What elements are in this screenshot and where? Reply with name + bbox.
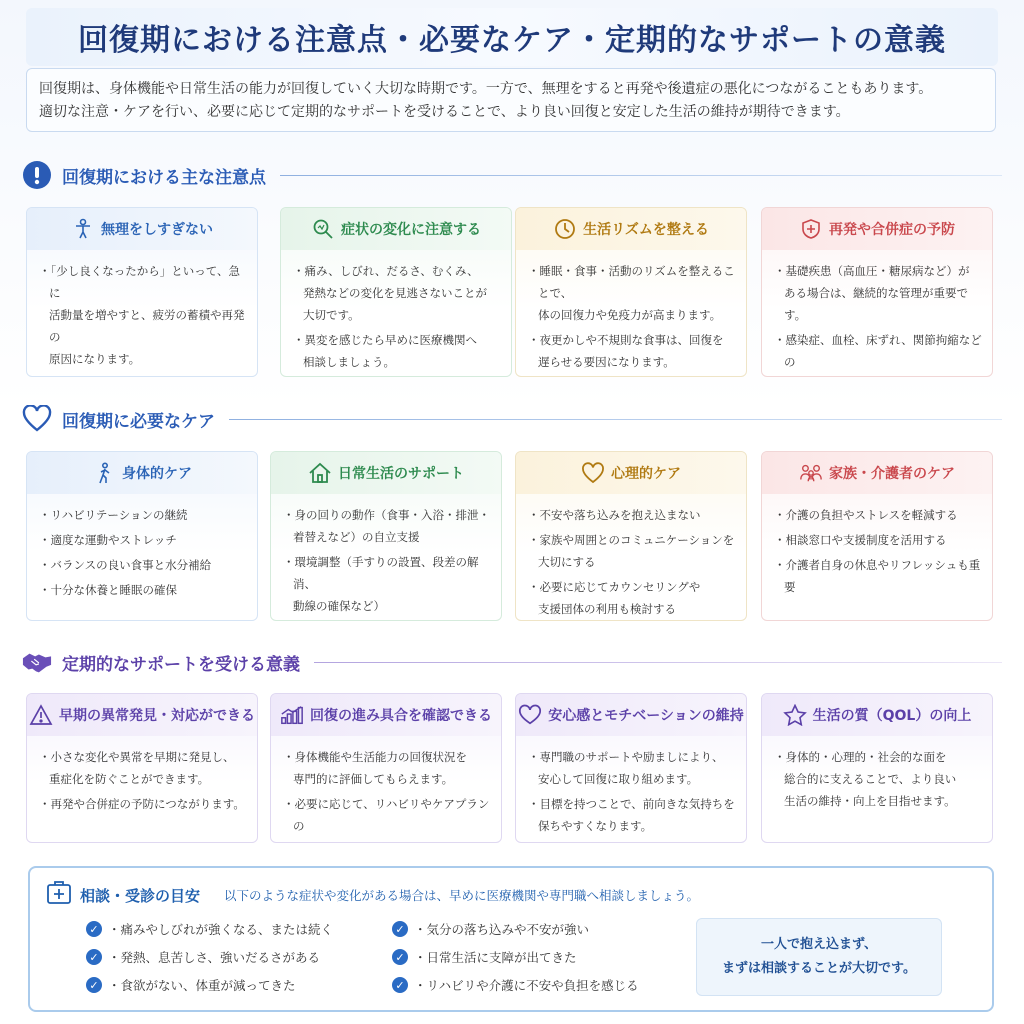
card-title: 無理をしすぎない xyxy=(101,222,213,238)
card-title: 日常生活のサポート xyxy=(338,466,464,482)
checklist-item xyxy=(392,976,639,994)
card-list xyxy=(27,250,257,377)
list-item: ・ 睡眠・食事・活動のリズムを整えることで、 体の回復力や免疫力が高まります。 xyxy=(528,260,736,326)
bar-chart-icon xyxy=(280,703,304,727)
list-item: ・ 介護者自身の休息やリフレッシュも重要 xyxy=(774,554,982,598)
section-divider xyxy=(314,662,1002,663)
list-item: ・ 適度な運動やストレッチ xyxy=(39,529,247,551)
warning-icon xyxy=(29,703,53,727)
checklist-item xyxy=(86,948,320,966)
card-list xyxy=(762,736,992,823)
section-cautions-heading xyxy=(22,160,1002,190)
consultation-box xyxy=(28,866,994,1012)
list-item: ・ 介護の負担やストレスを軽減する xyxy=(774,504,982,526)
section-title: 回復期に必要なケア xyxy=(62,411,215,432)
title-banner xyxy=(26,8,998,66)
list-item: ・ リハビリテーションの継続 xyxy=(39,504,247,526)
heart-icon xyxy=(581,461,605,485)
care-card-family xyxy=(761,451,993,621)
card-list xyxy=(762,494,992,609)
caution-card-symptoms xyxy=(280,207,512,377)
magnifier-icon xyxy=(311,217,335,241)
list-item: ・ 家族や周囲とのコミュニケーションを 大切にする xyxy=(528,529,736,573)
checklist-item xyxy=(86,920,333,938)
card-list xyxy=(516,494,746,621)
walking-person-icon xyxy=(92,461,116,485)
check-icon: ✓ xyxy=(86,921,102,937)
list-item: ・ 不安や落ち込みを抱え込まない xyxy=(528,504,736,526)
checklist-text: ・痛みやしびれが強くなる、または続く xyxy=(108,922,334,937)
card-title: 生活リズムを整える xyxy=(583,222,709,238)
consultation-title: 相談・受診の目安 xyxy=(80,886,201,905)
card-list xyxy=(762,250,992,377)
section-title: 回復期における主な注意点 xyxy=(62,167,266,188)
section-title: 定期的なサポートを受ける意義 xyxy=(62,654,300,675)
support-card-progress xyxy=(270,693,502,843)
list-item: ・ 痛み、しびれ、だるさ、むくみ、 発熱などの変化を見逃さないことが 大切です。 xyxy=(293,260,501,326)
card-list xyxy=(516,250,746,377)
support-card-qol xyxy=(761,693,993,843)
care-card-psychological xyxy=(515,451,747,621)
caution-card-rhythm xyxy=(515,207,747,377)
card-list xyxy=(27,494,257,612)
list-item: ・ 十分な休養と睡眠の確保 xyxy=(39,579,247,601)
check-icon: ✓ xyxy=(392,949,408,965)
check-icon: ✓ xyxy=(86,977,102,993)
caution-card-overexertion xyxy=(26,207,258,377)
consultation-note: 以下のような症状や変化がある場合は、早めに医療機関や専門職へ相談しましょう。 xyxy=(224,888,700,903)
shield-cross-icon xyxy=(799,217,823,241)
intro-line-1: 回復期は、身体機能や日常生活の能力が回復していく大切な時期です。一方で、無理をすると再発や後遺症の悪化につながることもあります。 xyxy=(39,81,933,97)
list-item: ・ 感染症、血栓、床ずれ、関節拘縮などの xyxy=(774,329,982,377)
card-header xyxy=(27,452,257,494)
card-title: 身体的ケア xyxy=(122,466,192,482)
page-title: 回復期における注意点・必要なケア・定期的なサポートの意義 xyxy=(78,23,946,58)
card-header xyxy=(27,694,257,736)
medical-plus-icon xyxy=(46,880,72,910)
list-item: ・ 専門職のサポートや励ましにより、 安心して回復に取り組めます。 xyxy=(528,746,736,790)
list-item: ・ 相談窓口や支援制度を活用する xyxy=(774,529,982,551)
list-item: ・ 環境調整（手すりの設置、段差の解消、 動線の確保など） xyxy=(283,551,491,617)
checklist-item xyxy=(392,920,589,938)
checklist-text: ・発熱、息苦しさ、強いだるさがある xyxy=(108,950,321,965)
consultation-header xyxy=(46,880,699,910)
message-line-2: まずは相談することが大切です。 xyxy=(722,961,916,976)
card-title: 生活の質（QOL）の向上 xyxy=(812,708,972,724)
checklist-text: ・食欲がない、体重が減ってきた xyxy=(108,978,296,993)
card-header xyxy=(271,694,501,736)
card-list xyxy=(271,736,501,843)
list-item xyxy=(39,373,247,377)
encouragement-message xyxy=(696,918,942,996)
check-icon: ✓ xyxy=(86,949,102,965)
handshake-icon xyxy=(22,647,52,677)
checklist-text: ・日常生活に支障が出てきた xyxy=(414,950,577,965)
exclamation-icon xyxy=(22,160,52,190)
card-header xyxy=(762,452,992,494)
care-card-physical xyxy=(26,451,258,621)
check-icon: ✓ xyxy=(392,977,408,993)
card-title: 回復の進み具合を確認できる xyxy=(310,708,492,724)
section-divider xyxy=(280,175,1002,176)
care-card-daily-life xyxy=(270,451,502,621)
checklist-text: ・気分の落ち込みや不安が強い xyxy=(414,922,590,937)
person-icon xyxy=(71,217,95,241)
card-header xyxy=(516,694,746,736)
check-icon: ✓ xyxy=(392,921,408,937)
list-item: ・ 基礎疾患（高血圧・糖尿病など）が ある場合は、継続的な管理が重要です。 xyxy=(774,260,982,326)
intro-line-2: 適切な注意・ケアを行い、必要に応じて定期的なサポートを受けることで、より良い回復と安定した生活の維持が期待できます。 xyxy=(39,104,850,120)
list-item: ・ 身体機能や生活能力の回復状況を 専門的に評価してもらえます。 xyxy=(283,746,491,790)
family-icon xyxy=(799,461,823,485)
list-item: ・ 身の回りの動作（食事・入浴・排泄・ 着替えなど）の自立支援 xyxy=(283,504,491,548)
card-title: 安心感とモチベーションの維持 xyxy=(548,708,744,724)
house-icon xyxy=(308,461,332,485)
section-divider xyxy=(229,419,1002,420)
card-header xyxy=(271,452,501,494)
list-item: ・ 目標を持つことで、前向きな気持ちを 保ちやすくなります。 xyxy=(528,793,736,837)
checklist-text: ・リハビリや介護に不安や負担を感じる xyxy=(414,978,639,993)
intro-box xyxy=(26,68,996,132)
card-header xyxy=(516,452,746,494)
card-title: 早期の異常発見・対応ができる xyxy=(59,708,255,724)
section-care-heading xyxy=(22,404,1002,434)
message-line-1: 一人で抱え込まず、 xyxy=(761,937,877,952)
list-item: ・ 再発や合併症の予防につながります。 xyxy=(39,793,247,815)
list-item: ・ 必要に応じて、リハビリやケアプランの xyxy=(283,793,491,843)
checklist-item xyxy=(392,948,577,966)
card-header xyxy=(762,694,992,736)
card-header xyxy=(762,208,992,250)
support-card-motivation xyxy=(515,693,747,843)
heart-outline-icon xyxy=(22,404,52,434)
heart-outline-icon xyxy=(518,703,542,727)
list-item: ・ 小さな変化や異常を早期に発見し、 重症化を防ぐことができます。 xyxy=(39,746,247,790)
list-item: ・ 必要に応じてカウンセリングや 支援団体の利用も検討する xyxy=(528,576,736,620)
list-item xyxy=(283,620,491,621)
support-card-early-detection xyxy=(26,693,258,843)
list-item: ・ 夜更かしや不規則な食事は、回復を 遅らせる要因になります。 xyxy=(528,329,736,373)
list-item: ・ 「少し良くなったから」といって、急に 活動量を増やすと、疲労の蓄積や再発の 原因になります。 xyxy=(39,260,247,370)
card-list xyxy=(516,736,746,843)
card-header xyxy=(281,208,511,250)
card-list xyxy=(27,736,257,826)
clock-icon xyxy=(553,217,577,241)
card-title: 家族・介護者のケア xyxy=(829,466,955,482)
list-item: ・ バランスの良い食事と水分補給 xyxy=(39,554,247,576)
list-item: ・ 異変を感じたら早めに医療機関へ 相談しましょう。 xyxy=(293,329,501,373)
card-header xyxy=(27,208,257,250)
card-header xyxy=(516,208,746,250)
card-list xyxy=(271,494,501,621)
list-item: ・ 身体的・心理的・社会的な面を 総合的に支えることで、より良い 生活の維持・向上を目指せます。 xyxy=(774,746,982,812)
caution-card-prevention xyxy=(761,207,993,377)
card-list xyxy=(281,250,511,377)
checklist-item xyxy=(86,976,296,994)
section-support-heading xyxy=(22,647,1002,677)
star-icon xyxy=(783,703,807,727)
card-title: 症状の変化に注意する xyxy=(341,222,481,238)
card-title: 心理的ケア xyxy=(611,466,681,482)
card-title: 再発や合併症の予防 xyxy=(829,222,955,238)
